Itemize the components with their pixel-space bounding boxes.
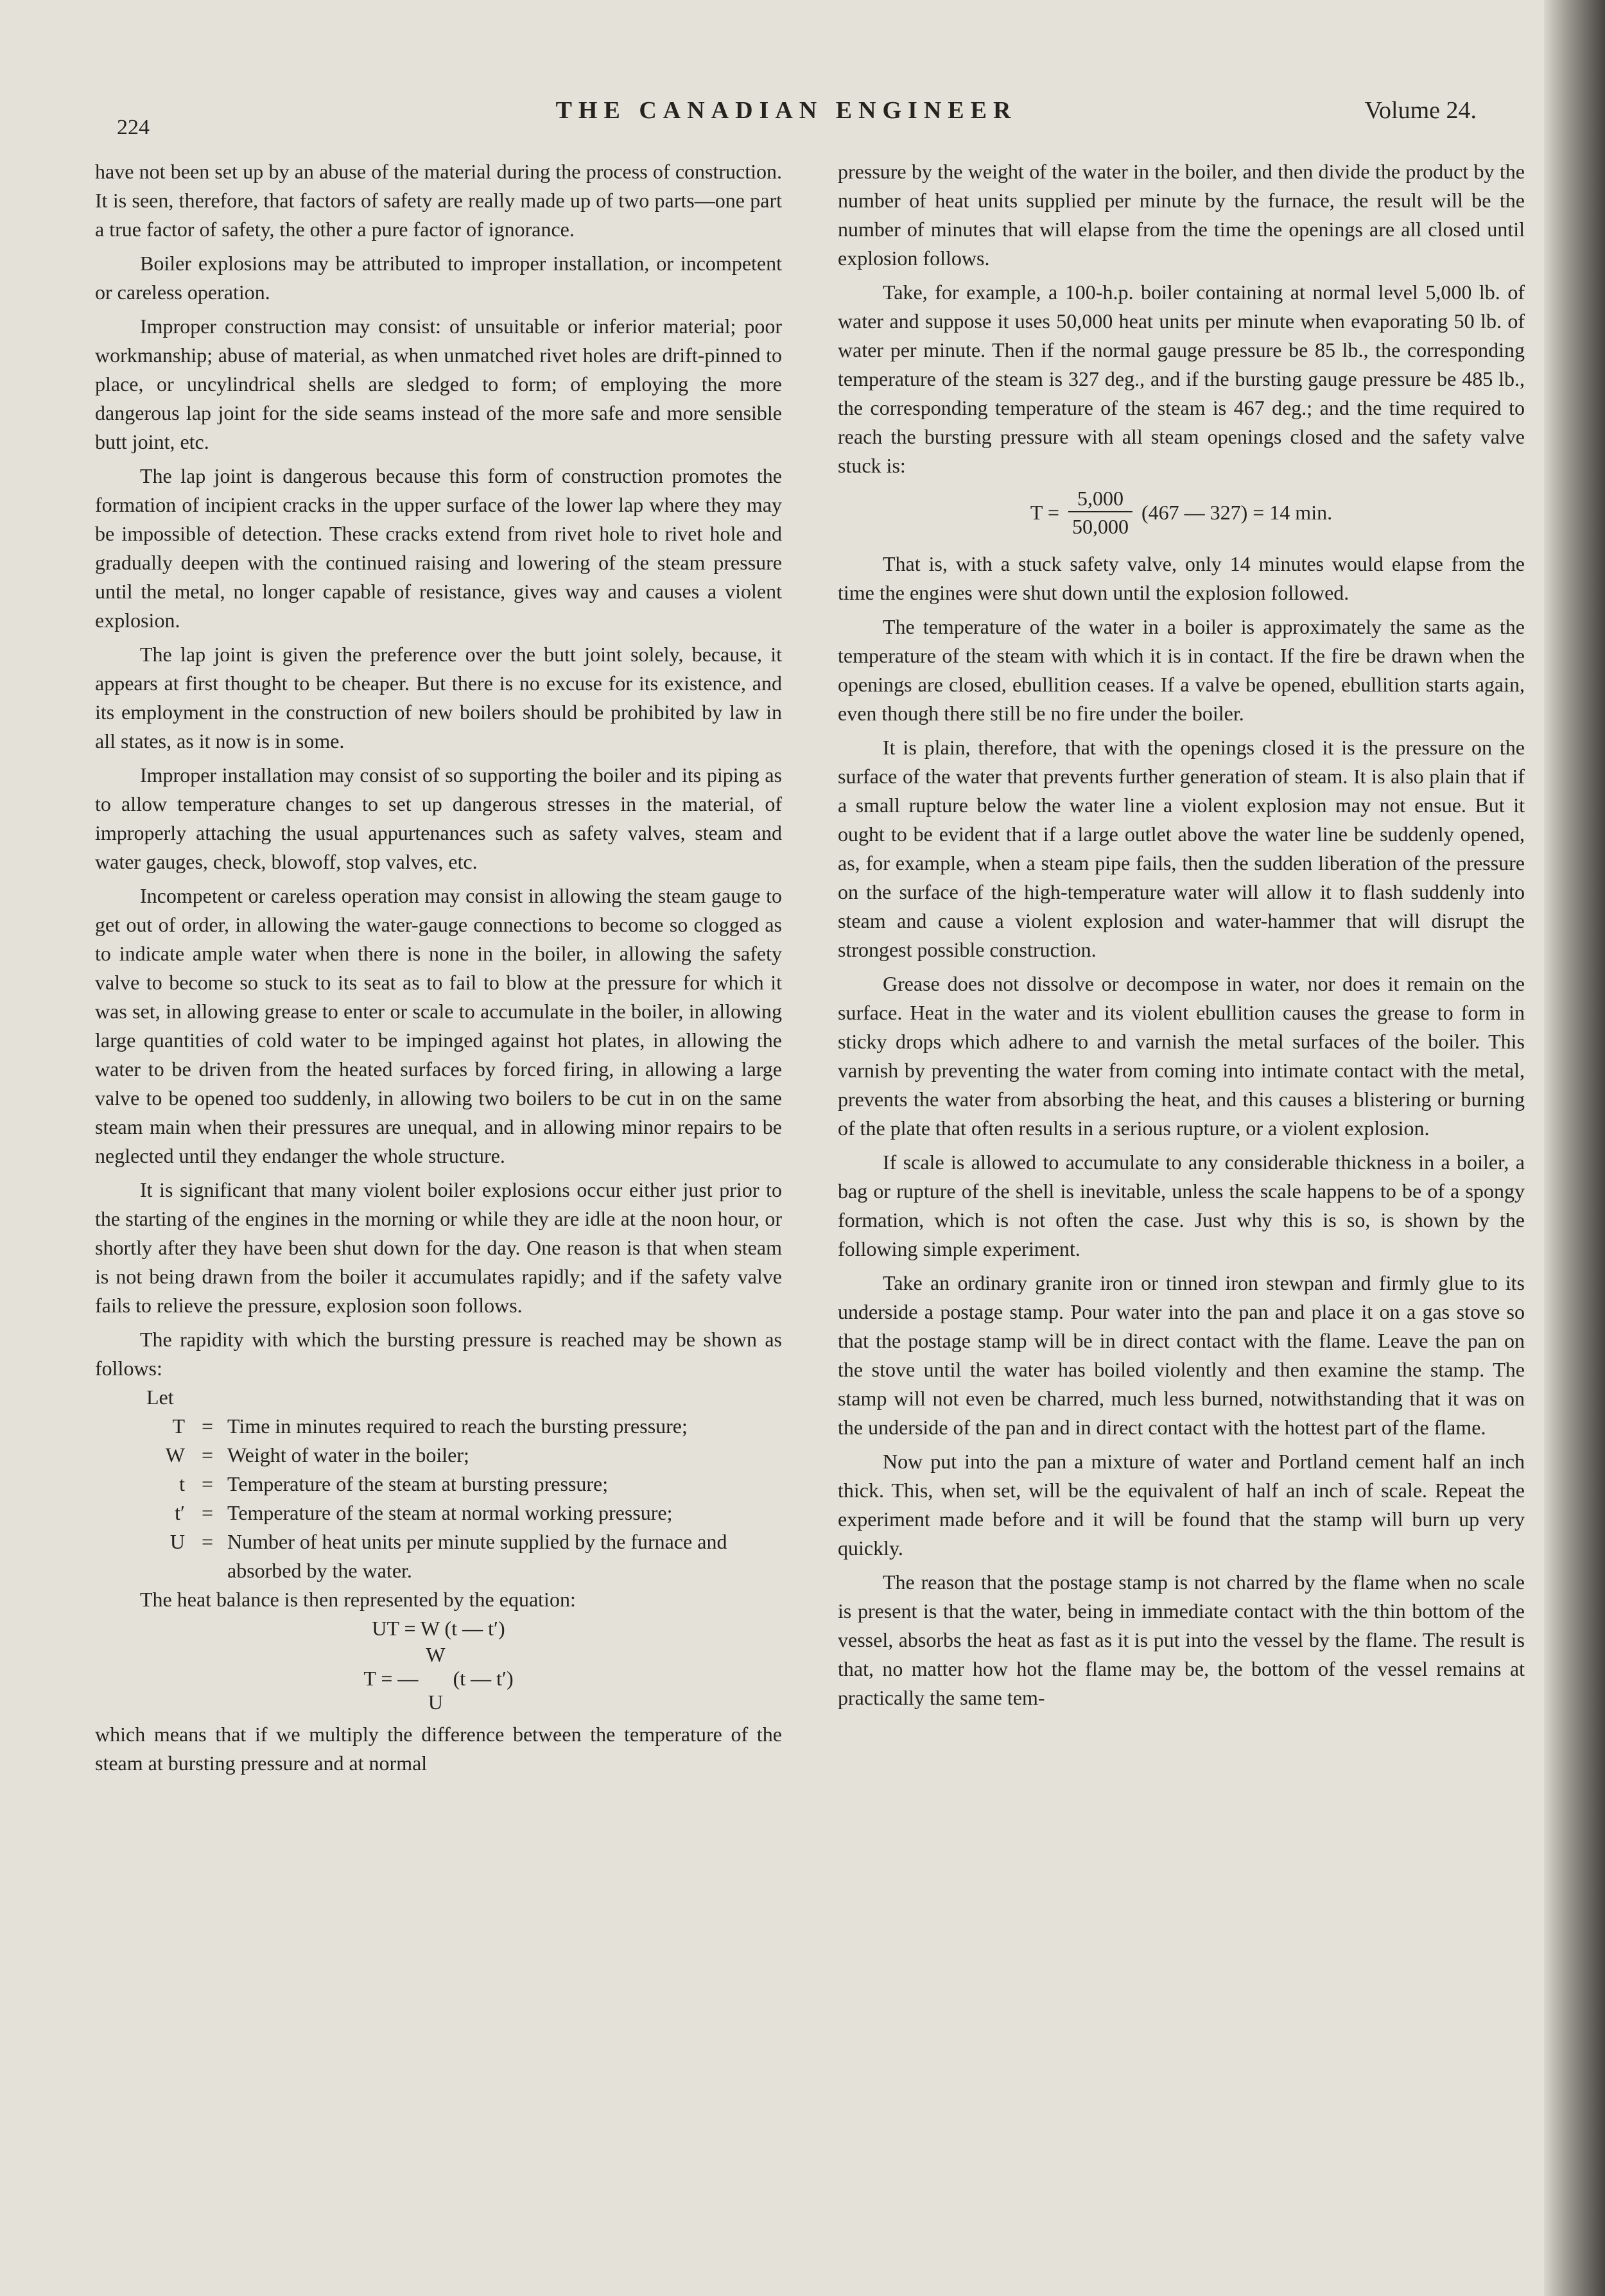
right-column xyxy=(838,157,1525,1718)
let-label: Let xyxy=(146,1386,174,1409)
paragraph: That is, with a stuck safety valve, only 14 minutes would elapse from the time the engines were shut down until the explosion followed. xyxy=(838,552,1525,604)
journal-title: THE CANADIAN ENGINEER xyxy=(555,97,1018,124)
symbol: t′ xyxy=(175,1501,185,1524)
equals-sign: = xyxy=(201,1501,214,1524)
paragraph: which means that if we multiply the difference between the temperature of the steam at bursting pressure and at normal xyxy=(95,1723,782,1775)
paragraph: Improper construction may consist: of unsuitable or inferior material; poor workmanship; abuse of material, as when unmatched rivet holes are drift-pinned to place, or uncylindrical shells are sledged to form; of employing the more dangerous lap joint for the side seams instead of the more safe and more sensible butt joint, etc. xyxy=(95,315,782,453)
left-column xyxy=(95,157,782,1783)
page-edge-shadow xyxy=(1544,0,1605,2296)
equation-lhs: T = — xyxy=(363,1666,419,1690)
definition-row xyxy=(95,1499,782,1527)
paragraph: The heat balance is then represented by the equation: xyxy=(140,1588,576,1611)
equation-example xyxy=(838,487,1525,538)
paragraph: Now put into the pan a mixture of water and Portland cement half an inch thick. This, when set, will be the equivalent of half an inch of scale. Repeat the experiment made before and it will be found that the stamp will burn up very quickly. xyxy=(838,1450,1525,1560)
symbol: t xyxy=(179,1472,185,1495)
definition-text: Temperature of the steam at normal working pressure; xyxy=(227,1501,673,1524)
definition-row xyxy=(95,1412,782,1441)
definition-row xyxy=(95,1441,782,1470)
paragraph: The lap joint is given the preference over the butt joint solely, because, it appears at first thought to be cheaper. But there is no excuse for its existence, and its employment in the construction of new boilers should be prohibited by law in all states, as it now is in some. xyxy=(95,643,782,752)
paragraph: Boiler explosions may be attributed to improper installation, or incompetent or careless operation. xyxy=(95,252,782,304)
paragraph: The temperature of the water in a boiler is approximately the same as the temperature of the steam with which it is in contact. If the fire be drawn when the openings are closed, ebullition ceases. If a valve be opened, ebullition starts again, even though there still be no fire under the boiler. xyxy=(838,615,1525,725)
paragraph: It is significant that many violent boiler explosions occur either just prior to the starting of the engines in the morning or while they are idle at the noon hour, or shortly after they have been shut down for the day. One reason is that when steam is not being drawn from the boiler it accumulates rapidly; and if the safety valve fails to relieve the pressure, explosion soon follows. xyxy=(95,1178,782,1317)
fraction-denominator: 50,000 xyxy=(1071,515,1129,538)
equals-sign: = xyxy=(201,1472,214,1495)
page-number: 224 xyxy=(117,116,150,139)
symbol: W xyxy=(165,1443,185,1466)
paragraph: pressure by the weight of the water in the boiler, and then divide the product by the number of heat units supplied per minute by the furnace, the result will be the number of minutes that will elapse from the time the openings are all closed until explosion follows. xyxy=(838,160,1525,270)
paragraph: Take an ordinary granite iron or tinned iron stewpan and firmly glue to its underside a postage stamp. Pour water into the pan and place it on a gas stove so that the postage stamp will be in direct contact with the flame. Leave the pan on the stove until the water has boiled violently and then examine the stamp. The stamp will not even be charred, much less burned, notwithstanding that it was on the underside of the pan and in direct contact with the hottest part of the flame. xyxy=(838,1271,1525,1439)
paragraph: Improper installation may consist of so supporting the boiler and its piping as to allow temperature changes to set up dangerous stresses in the material, of improperly attaching the usual appurtenances such as safety valves, steam and water gauges, check, blowoff, stop valves, etc. xyxy=(95,763,782,873)
fraction-denominator: U xyxy=(428,1691,444,1714)
fraction xyxy=(422,1643,449,1714)
definition-text: Time in minutes required to reach the bursting pressure; xyxy=(227,1414,688,1438)
fraction-numerator: 5,000 xyxy=(1077,487,1124,510)
equals-sign: = xyxy=(201,1530,214,1553)
equation-heat-balance: UT = W (t — t′) xyxy=(372,1617,505,1640)
symbol: U xyxy=(169,1530,185,1553)
equation-lhs: T = xyxy=(1030,500,1059,524)
definition-text: Number of heat units per minute supplied by the furnace and absorbed by the water. xyxy=(227,1530,727,1582)
paragraph: It is plain, therefore, that with the openings closed it is the pressure on the surface of the water that prevents further generation of steam. It is also plain that if a small rupture below the water line a violent explosion may not ensue. But it ought to be evident that if a large outlet above the water line be suddenly opened, as, for example, when a steam pipe fails, then the sudden liberation of the pressure on the surface of the high-temperature water will allow it to flash suddenly into steam and cause a violent explosion and water-hammer that will disrupt the strongest possible construction. xyxy=(838,736,1525,961)
paragraph: Take, for example, a 100-h.p. boiler containing at normal level 5,000 lb. of water and suppose it uses 50,000 heat units per minute when evaporating 50 lb. of water per minute. Then if the normal gauge pressure be 85 lb., the corresponding temperature of the steam is 327 deg., and if the bursting gauge pressure be 485 lb., the corresponding temperature of the steam is 467 deg.; and the time required to reach the bursting pressure with all steam openings closed and the safety valve stuck is: xyxy=(838,281,1525,477)
definition-row xyxy=(95,1470,782,1499)
paragraph: The reason that the postage stamp is not charred by the flame when no scale is present is that the water, being in immediate contact with the thin bottom of the vessel, absorbs the heat as fast as it is put into the vessel by the flame. The result is that, no matter how hot the flame may be, the bottom of the vessel remains at practically the same tem- xyxy=(838,1570,1525,1709)
definition-text: Weight of water in the boiler; xyxy=(227,1443,469,1466)
running-header xyxy=(96,96,1477,139)
equation-rhs: (467 — 327) = 14 min. xyxy=(1141,500,1333,524)
definition-text: Temperature of the steam at bursting pressure; xyxy=(227,1472,609,1495)
equals-sign: = xyxy=(201,1443,214,1466)
paragraph: have not been set up by an abuse of the material during the process of construction. It is seen, therefore, that factors of safety are really made up of two parts—one part a true factor of safety, the other a pure factor of ignorance. xyxy=(95,160,782,241)
paragraph: Grease does not dissolve or decompose in water, nor does it remain on the surface. Heat in the water and its violent ebullition causes the grease to form in sticky drops which adhere to and varnish the metal surfaces of the boiler. This varnish by preventing the water from coming into intimate contact with the metal, prevents the water from absorbing the heat, and this causes a blistering or burning of the plate that often results in a serious rupture, or a violent explosion. xyxy=(838,972,1525,1140)
fraction xyxy=(1068,487,1132,538)
equation-rhs: (t — t′) xyxy=(453,1666,514,1690)
equals-sign: = xyxy=(201,1414,214,1438)
paragraph: Incompetent or careless operation may consist in allowing the steam gauge to get out of order, in allowing the water-gauge connections to become so clogged as to indicate ample water when there is none in the boiler, in allowing the safety valve to become so stuck to its seat as to fail to blow at the pressure for which it was set, in allowing grease to enter or scale to accumulate in the boiler, in allowing large quantities of cold water to be impinged against hot plates, in allowing the water to be driven from the heated surfaces by forced firing, in allowing a large valve to be opened too suddenly, in allowing two boilers to be cut in on the same steam main when their pressures are unequal, and in allowing minor repairs to be neglected until they endanger the whole structure. xyxy=(95,884,782,1167)
equation-time xyxy=(95,1643,782,1714)
paragraph: The lap joint is dangerous because this form of construction promotes the formation of incipient cracks in the upper surface of the lower lap where they may be impossible of detection. These cracks extend from rivet hole to rivet hole and gradually deepen with the continued raising and lowering of the steam pressure until the metal, no longer capable of resistance, gives way and causes a violent explosion. xyxy=(95,464,782,632)
symbol: T xyxy=(172,1414,185,1438)
definition-row xyxy=(95,1527,782,1585)
fraction-numerator: W xyxy=(426,1643,446,1666)
paragraph: The rapidity with which the bursting pressure is reached may be shown as follows: xyxy=(95,1328,782,1380)
volume-label: Volume 24. xyxy=(1364,97,1477,124)
paragraph: If scale is allowed to accumulate to any considerable thickness in a boiler, a bag or rupture of the shell is inevitable, unless the scale happens to be of a spongy formation, which is not often the case. Just why this is so, is shown by the following simple experiment. xyxy=(838,1151,1525,1260)
